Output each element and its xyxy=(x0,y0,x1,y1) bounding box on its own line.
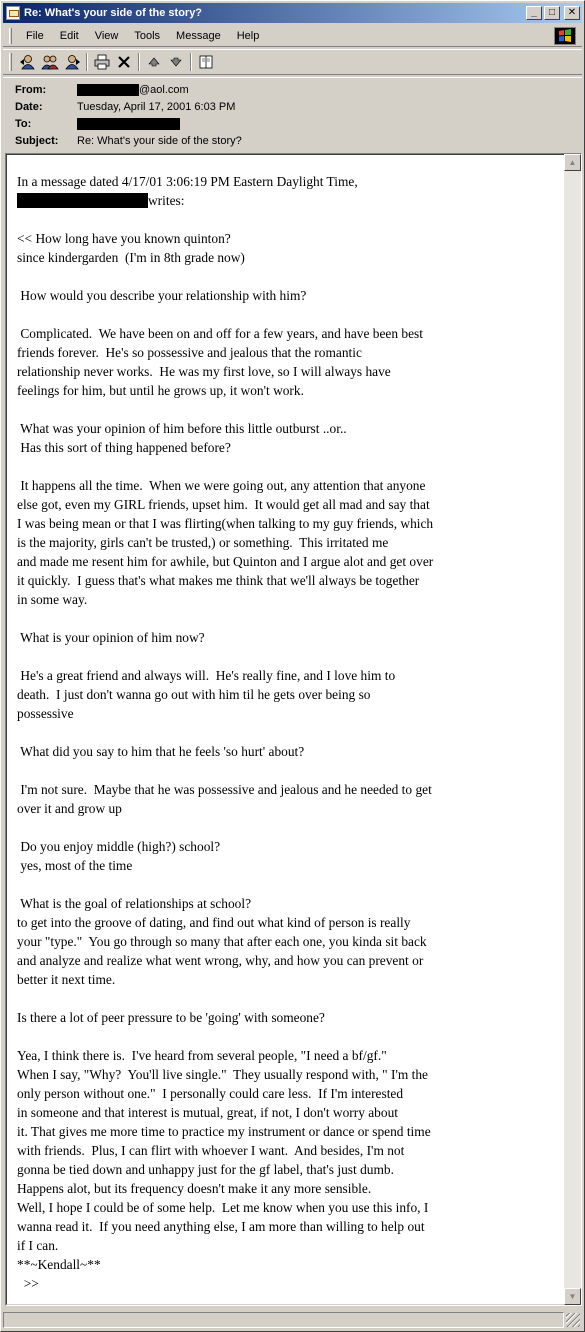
minimize-button[interactable]: _ xyxy=(526,6,542,20)
status-bar xyxy=(3,1311,582,1329)
redacted-recipient xyxy=(77,118,180,130)
addresses-icon[interactable] xyxy=(195,52,217,72)
date-row xyxy=(15,99,235,115)
window-title: Re: What's your side of the story? xyxy=(24,7,203,19)
reply-all-icon[interactable] xyxy=(39,52,61,72)
scroll-down-icon[interactable]: ▼ xyxy=(564,1288,581,1305)
redacted-author xyxy=(17,193,148,208)
delete-icon[interactable] xyxy=(113,52,135,72)
menu-bar xyxy=(3,25,582,47)
to-label: To: xyxy=(15,118,32,130)
message-icon xyxy=(6,6,20,20)
message-body-pane[interactable] xyxy=(5,153,582,1306)
resize-grip-icon[interactable] xyxy=(566,1313,580,1327)
message-body[interactable] xyxy=(17,172,565,1293)
from-label: From: xyxy=(15,84,47,96)
previous-icon[interactable] xyxy=(143,52,165,72)
toolbar xyxy=(3,49,582,75)
redacted-sender xyxy=(77,84,139,96)
scroll-up-icon[interactable]: ▲ xyxy=(564,154,581,171)
toolbar-separator xyxy=(138,53,140,71)
menu-file[interactable]: File xyxy=(26,29,44,42)
windows-logo-icon xyxy=(554,27,576,45)
next-icon[interactable] xyxy=(165,52,187,72)
toolbar-separator xyxy=(190,53,192,71)
forward-icon[interactable] xyxy=(61,52,83,72)
menu-help[interactable]: Help xyxy=(236,29,260,42)
from-domain: @aol.com xyxy=(139,83,189,96)
date-label: Date: xyxy=(15,101,43,113)
status-pane xyxy=(3,1312,564,1328)
menu-tools[interactable]: Tools xyxy=(134,29,161,42)
subject-row xyxy=(15,133,242,149)
from-row xyxy=(15,82,189,98)
message-quoted-text: << How long have you known quinton? since kindergarden (I'm in 8th grade now) How would you describe your relationship with him? Complicated. We have been on and off for a few years, and have been best friends forever. He's so possessive and jealous that the romantic relationship never works. He was my first love, so I will always have feelings for him, but until he grows up, it won't work. What was your opinion of him before this little outburst ..or.. Has this sort of thing happened before? It happens all the time. When we were going out, any attention that anyone else got, even my GIRL friends, upset him. It would get all mad and say that I was being mean or that I was flirting(when talking to my guy friends, which is the majority, girls can't be trusted,) or something. This irritated me and made me resent him for awhile, but Quinton and I argue alot and get over it quickly. I guess that's what makes me think that we'll always be together in some way. What is your opinion of him now? He's a great friend and always will. He's really fine, and I love him to death. I just don't wanna go out with him til he gets over being so possessive What did you say to him that he feels 'so hurt' about? I'm not sure. Maybe that he was possessive and jealous and he needed to get over it and grow up Do you enjoy middle (high?) school? yes, most of the time What is the goal of relationships at school? to get into the groove of dating, and find out what kind of person is really your "type." You go through so many that after each one, you kinda sit back and analyze and realize what went wrong, why, and how you can prevent or better it next time. Is there a lot of peer pressure to be 'going' with someone? Yea, I think there is. I've heard from several people, "I need a bf/gf." When I say, "Why? You'll live single." They usually respond with, " I'm the only person without one." I personally could care less. If I'm interested in someone and that interest is mutual, great, if not, I don't worry about it. That gives me more time to practice my instrument or dance or spend time with friends. Plus, I can flirt with whoever I want. And besides, I'm not gonna be tied down and unhappy just for the gf label, that's just dumb. Happens alot, but its frequency doesn't make it any more sensible. Well, I hope I could be of some help. Let me know when you use this info, I wanna read it. If you need anything else, I am more than willing to help out if I can. **~Kendall~** >> xyxy=(17,231,434,1291)
toolbar-separator xyxy=(86,53,88,71)
reply-icon[interactable] xyxy=(17,52,39,72)
from-value[interactable] xyxy=(77,84,189,96)
message-writes: writes: xyxy=(148,193,185,208)
title-bar[interactable] xyxy=(3,3,582,23)
to-value[interactable] xyxy=(77,118,180,130)
close-button[interactable]: ✕ xyxy=(564,6,580,20)
print-icon[interactable] xyxy=(91,52,113,72)
message-intro: In a message dated 4/17/01 3:06:19 PM Eastern Daylight Time, xyxy=(17,174,358,189)
maximize-button[interactable]: □ xyxy=(544,6,560,20)
menu-edit[interactable]: Edit xyxy=(59,29,79,42)
subject-label: Subject: xyxy=(15,135,59,147)
menu-message[interactable]: Message xyxy=(176,29,221,42)
to-row xyxy=(15,116,180,132)
menu-view[interactable]: View xyxy=(94,29,119,42)
message-header xyxy=(3,77,582,151)
vertical-scrollbar[interactable] xyxy=(564,154,581,1305)
menu-grip[interactable] xyxy=(9,28,12,44)
date-value: Tuesday, April 17, 2001 6:03 PM xyxy=(77,101,236,113)
subject-value: Re: What's your side of the story? xyxy=(77,135,242,147)
toolbar-grip[interactable] xyxy=(9,53,12,71)
